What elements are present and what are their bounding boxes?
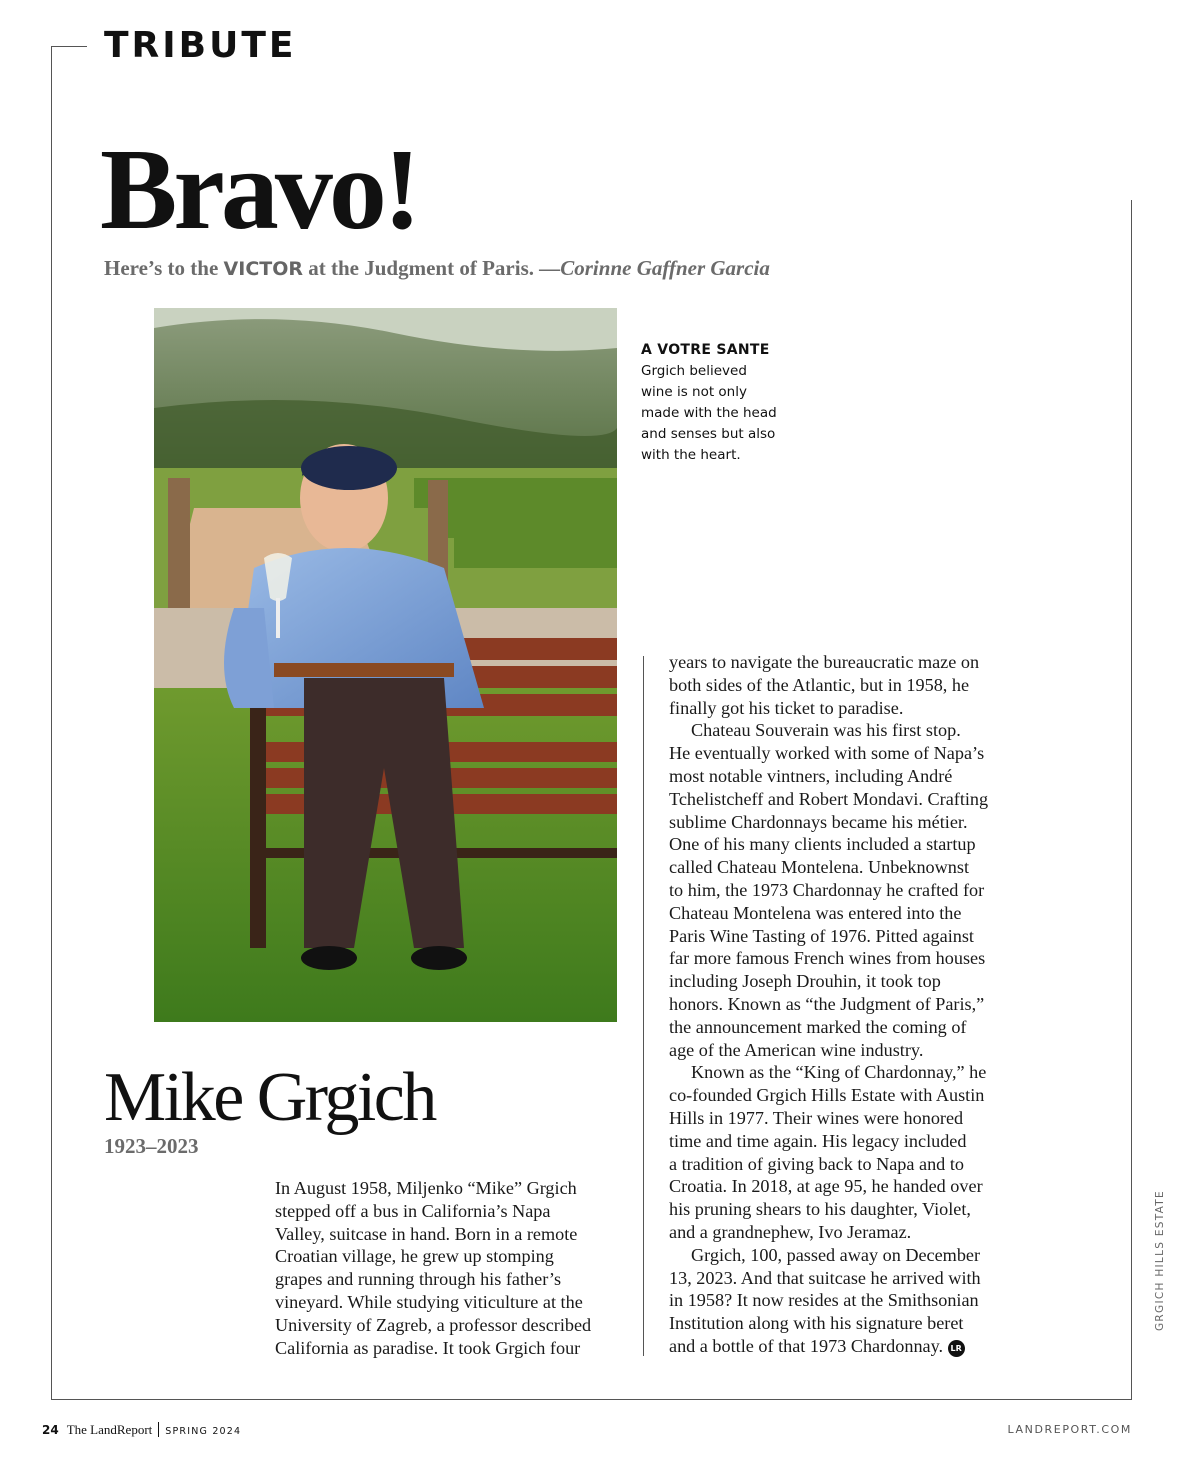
photo-caption (641, 340, 791, 466)
deck-text: Here’s to the (104, 256, 224, 280)
frame-line-left (51, 46, 52, 1400)
text-line: Tchelistcheff and Robert Mondavi. Crafting (669, 788, 989, 809)
byline: —Corinne Gaffner Garcia (539, 256, 770, 280)
text-line: honors. Known as “the Judgment of Paris,” (669, 993, 985, 1014)
text-line: Croatia. In 2018, at age 95, he handed over (669, 1176, 983, 1197)
text-line: Hills in 1977. Their wines were honored (669, 1107, 964, 1128)
caption-line: wine is not only (641, 384, 747, 400)
frame-line-top (51, 46, 87, 47)
text-line: a tradition of giving back to Napa and to (669, 1153, 964, 1174)
text-line: in 1958? It now resides at the Smithsonian (669, 1290, 979, 1311)
text-line: most notable vintners, including André (669, 765, 953, 786)
portrait-photo-icon (154, 308, 617, 1022)
text-line: his pruning shears to his daughter, Violet, (669, 1199, 971, 1220)
text-line: Paris Wine Tasting of 1976. Pitted against (669, 925, 974, 946)
footer-folio (42, 1421, 241, 1441)
deck (104, 254, 770, 283)
caption-line: Grgich believed (641, 363, 747, 379)
text-line: 13, 2023. And that suitcase he arrived with (669, 1267, 981, 1288)
deck-emphasis: VICTOR (223, 258, 304, 280)
article-column-1 (275, 1177, 620, 1359)
subject-name: Mike Grgich (104, 1059, 435, 1136)
subject-dates: 1923–2023 (104, 1134, 199, 1158)
issue-date: SPRING 2024 (165, 1426, 242, 1437)
caption-line: and senses but also (641, 426, 776, 442)
end-mark-icon: LR (948, 1340, 965, 1357)
portrait-photo (154, 308, 617, 1022)
footer-divider (158, 1422, 159, 1437)
page-number: 24 (42, 1423, 59, 1437)
text-line: time and time again. His legacy included (669, 1130, 967, 1151)
frame-line-bottom (51, 1399, 1132, 1400)
deck-text-end: at the Judgment of Paris. (303, 256, 540, 280)
headline: Bravo! (100, 126, 418, 254)
text-line: Croatian village, he grew up stomping (275, 1246, 554, 1267)
text-line: Grgich, 100, passed away on December (691, 1244, 981, 1265)
magazine-name: The LandReport (66, 1422, 153, 1437)
article-column-2 (669, 651, 1019, 1358)
caption-line: with the heart. (641, 447, 741, 463)
text-line: finally got his ticket to paradise. (669, 697, 904, 718)
text-line: grapes and running through his father’s (275, 1269, 562, 1290)
website-link[interactable]: LANDREPORT.COM (1007, 1423, 1132, 1436)
text-line: including Joseph Drouhin, it took top (669, 971, 941, 992)
text-line: Institution along with his signature beret (669, 1313, 964, 1334)
caption-line: made with the head (641, 405, 777, 421)
text-line: co-founded Grgich Hills Estate with Austin (669, 1085, 985, 1106)
text-line: sublime Chardonnays became his métier. (669, 811, 968, 832)
text-line: In August 1958, Miljenko “Mike” Grgich (275, 1178, 577, 1198)
text-line: to him, the 1973 Chardonnay he crafted for (669, 879, 985, 900)
text-line: University of Zagreb, a professor described (275, 1314, 592, 1335)
text-line: Known as the “King of Chardonnay,” he (691, 1062, 987, 1083)
text-line: Valley, suitcase in hand. Born in a remote (275, 1223, 578, 1244)
text-line: years to navigate the bureaucratic maze on (669, 652, 980, 672)
text-line: vineyard. While studying viticulture at the (275, 1291, 583, 1312)
text-line: age of the American wine industry. (669, 1039, 924, 1060)
text-line: One of his many clients included a startup (669, 834, 976, 855)
text-line: stepped off a bus in California’s Napa (275, 1200, 551, 1221)
text-line: and a bottle of that 1973 Chardonnay. (669, 1335, 944, 1356)
text-line: both sides of the Atlantic, but in 1958, he (669, 674, 970, 695)
text-line: Chateau Souverain was his first stop. (691, 720, 961, 741)
text-line: California as paradise. It took Grgich four (275, 1337, 581, 1358)
text-line-last (669, 1335, 1019, 1358)
text-line: called Chateau Montelena. Unbeknownst (669, 857, 970, 878)
section-label: TRIBUTE (104, 25, 297, 66)
text-line: Chateau Montelena was entered into the (669, 902, 962, 923)
photo-credit: GRGICH HILLS ESTATE (1154, 1190, 1166, 1331)
text-line: He eventually worked with some of Napa’s (669, 743, 985, 764)
text-line: far more famous French wines from houses (669, 948, 986, 969)
frame-line-right (1131, 200, 1132, 1400)
column-rule (643, 656, 644, 1356)
text-line: the announcement marked the coming of (669, 1016, 967, 1037)
caption-title: A VOTRE SANTE (641, 342, 770, 358)
text-line: and a grandnephew, Ivo Jeramaz. (669, 1221, 912, 1242)
